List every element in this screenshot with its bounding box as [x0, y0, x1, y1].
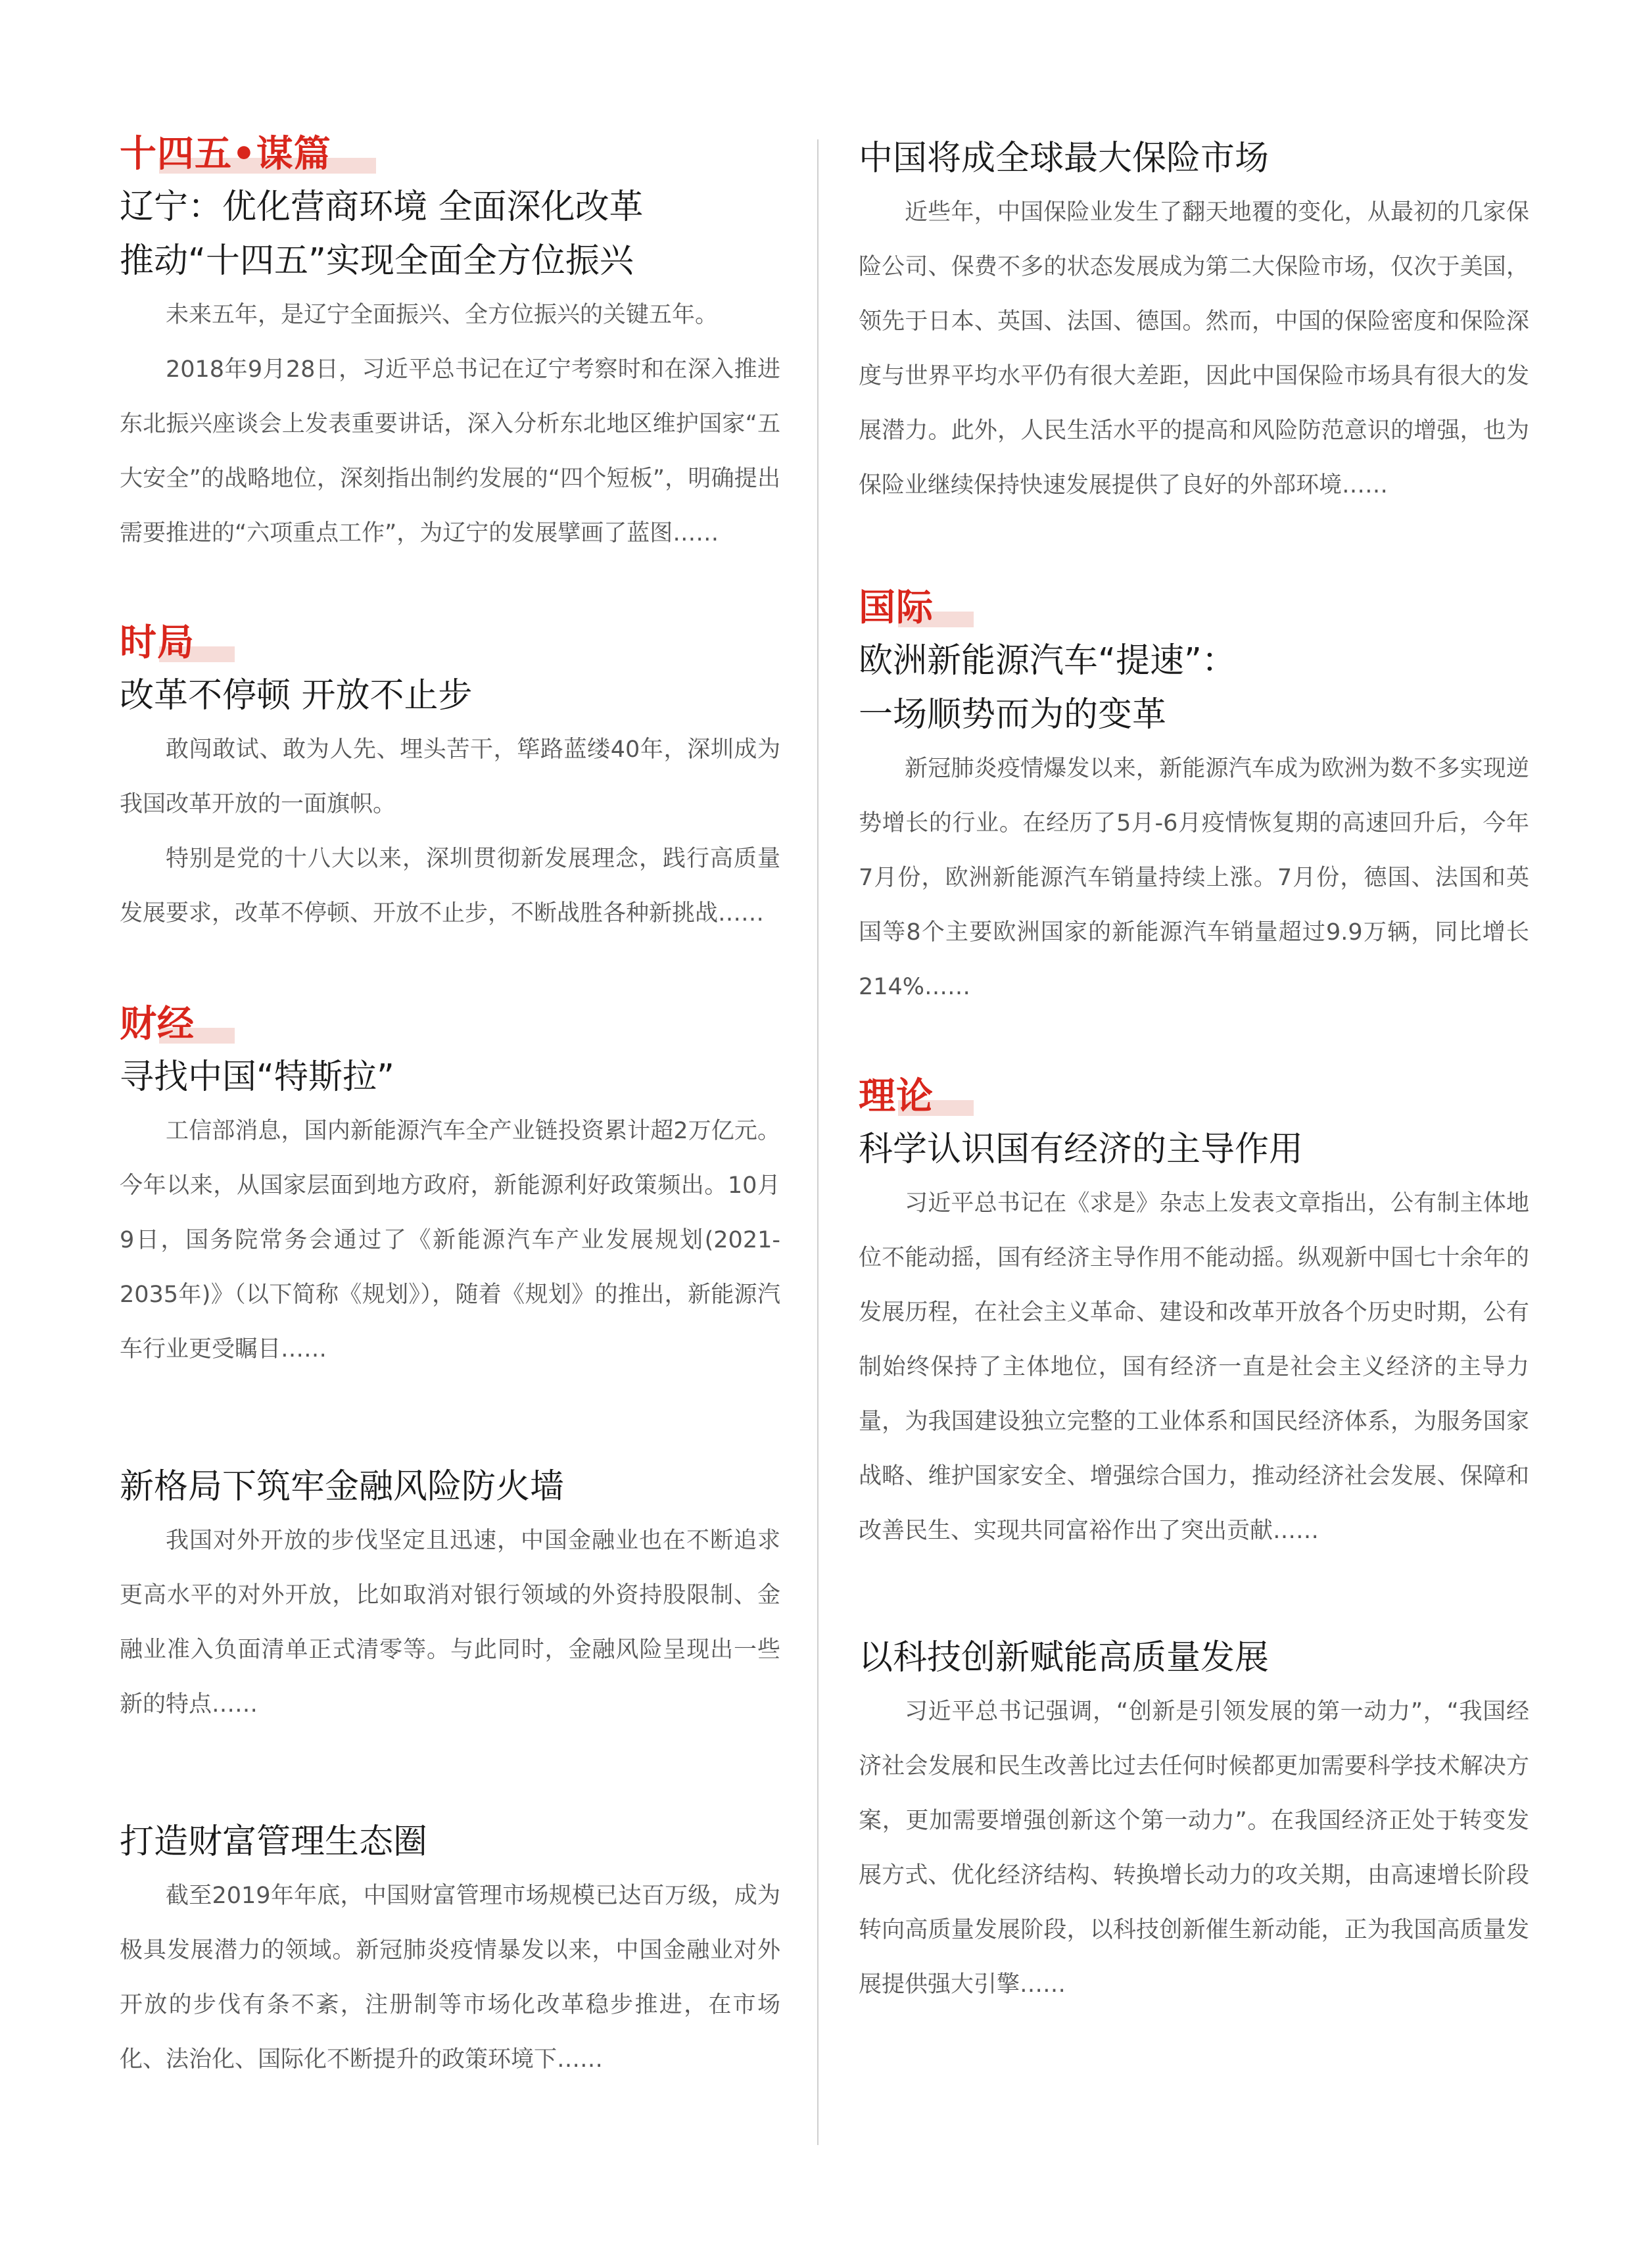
article-title: 以科技创新赋能高质量发展: [859, 1638, 1270, 1677]
section-tag-label: 财经: [120, 1003, 195, 1046]
article-paragraph: 2018年9月28日，习近平总书记在辽宁考察时和在深入推进东北振兴座谈会上发表重要讲话，深入分析东北地区维护国家“五大安全”的战略地位，深刻指出制约发展的“四个短板”，明确提出需要推进的“六项重点工作”，为辽宁的发展擘画了蓝图……: [120, 356, 780, 546]
article-title: 辽宁：优化营商环境 全面深化改革: [120, 187, 644, 227]
section-tag-label: 十四五•谋篇: [120, 133, 331, 176]
section-tag-guoji: [859, 585, 934, 631]
article-shenzhen: [120, 620, 780, 941]
article-insurance: [859, 132, 1529, 513]
article-title: 欧洲新能源汽车“提速”：: [859, 641, 1236, 681]
section-tag-label: 理论: [859, 1075, 934, 1118]
article-title: 新格局下筑牢金融风险防火墙: [120, 1467, 565, 1507]
article-wealth-management: [120, 1815, 780, 2087]
article-title: 一场顺势而为的变革: [859, 695, 1167, 735]
section-tag-caijing: [120, 1001, 195, 1048]
article-paragraph: 习近平总书记在《求是》杂志上发表文章指出，公有制主体地位不能动摇，国有经济主导作用不能动摇。纵观新中国七十余年的发展历程，在社会主义革命、建设和改革开放各个历史时期，公有制始终保持了主体地位，国有经济一直是社会主义经济的主导力量，为我国建设独立完整的工业体系和国民经济体系，为服务国家战略、维护国家安全、增强综合国力，推动经济社会发展、保障和改善民生、实现共同富裕作出了突出贡献……: [859, 1190, 1529, 1544]
article-paragraph: 工信部消息，国内新能源汽车全产业链投资累计超2万亿元。今年以来，从国家层面到地方政府，新能源利好政策频出。10月9日，国务院常务会通过了《新能源汽车产业发展规划(2021-2035年)》（以下简称《规划》），随着《规划》的推出，新能源汽车行业更受瞩目……: [120, 1118, 780, 1363]
section-tag-shiju: [120, 620, 195, 666]
article-paragraph: 特别是党的十八大以来，深圳贯彻新发展理念，践行高质量发展要求，改革不停顿、开放不止步，不断战胜各种新挑战……: [120, 846, 780, 927]
article-title: 寻找中国“特斯拉”: [120, 1057, 394, 1097]
article-title: 打造财富管理生态圈: [120, 1822, 428, 1862]
article-state-economy: [859, 1074, 1529, 1558]
left-column: [120, 132, 780, 2087]
article-tech-innovation: [859, 1631, 1529, 2012]
section-tag-label: 国际: [859, 587, 934, 629]
article-europe-ev: [859, 585, 1529, 1015]
column-divider: [817, 139, 819, 2145]
article-paragraph: 近些年，中国保险业发生了翻天地覆的变化，从最初的几家保险公司、保费不多的状态发展成为第二大保险市场，仅次于美国，领先于日本、英国、法国、德国。然而，中国的保险密度和保险深度与世界平均水平仍有很大差距，因此中国保险市场具有很大的发展潜力。此外，人民生活水平的提高和风险防范意识的增强，也为保险业继续保持快速发展提供了良好的外部环境……: [859, 199, 1529, 498]
article-paragraph: 我国对外开放的步伐坚定且迅速，中国金融业也在不断追求更高水平的对外开放，比如取消对银行领域的外资持股限制、金融业准入负面清单正式清零等。与此同时，金融风险呈现出一些新的特点……: [120, 1528, 780, 1718]
article-title: 中国将成全球最大保险市场: [859, 139, 1270, 178]
section-tag-lilun: [859, 1074, 934, 1120]
article-paragraph: 截至2019年年底，中国财富管理市场规模已达百万级，成为极具发展潜力的领域。新冠肺炎疫情暴发以来，中国金融业对外开放的步伐有条不紊，注册制等市场化改革稳步推进，在市场化、法治化、国际化不断提升的政策环境下……: [120, 1883, 780, 2073]
article-liaoning: [120, 132, 780, 561]
article-paragraph: 习近平总书记强调，“创新是引领发展的第一动力”，“我国经济社会发展和民生改善比过去任何时候都更加需要科学技术解决方案，更加需要增强创新这个第一动力”。在我国经济正处于转变发展方式、优化经济结构、转换增长动力的攻关期，由高速增长阶段转向高质量发展阶段，以科技创新催生新动能，正为我国高质量发展提供强大引擎……: [859, 1699, 1529, 1998]
article-finance-risk: [120, 1460, 780, 1732]
article-title: 改革不停顿 开放不止步: [120, 676, 473, 715]
article-paragraph: 未来五年，是辽宁全面振兴、全方位振兴的关键五年。: [166, 302, 719, 328]
section-tag-shisiwu: [120, 132, 331, 178]
section-tag-label: 时局: [120, 621, 195, 664]
article-title: 科学认识国有经济的主导作用: [859, 1130, 1304, 1169]
article-title: 推动“十四五”实现全面全方位振兴: [120, 241, 634, 281]
article-tesla: [120, 1001, 780, 1377]
right-column: [859, 132, 1529, 2012]
article-paragraph: 新冠肺炎疫情爆发以来，新能源汽车成为欧洲为数不多实现逆势增长的行业。在经历了5月-6月疫情恢复期的高速回升后，今年7月份，欧洲新能源汽车销量持续上涨。7月份，德国、法国和英国等8个主要欧洲国家的新能源汽车销量超过9.9万辆，同比增长214%……: [859, 756, 1529, 1000]
article-paragraph: 敢闯敢试、敢为人先、埋头苦干，筚路蓝缕40年，深圳成为我国改革开放的一面旗帜。: [120, 736, 780, 817]
